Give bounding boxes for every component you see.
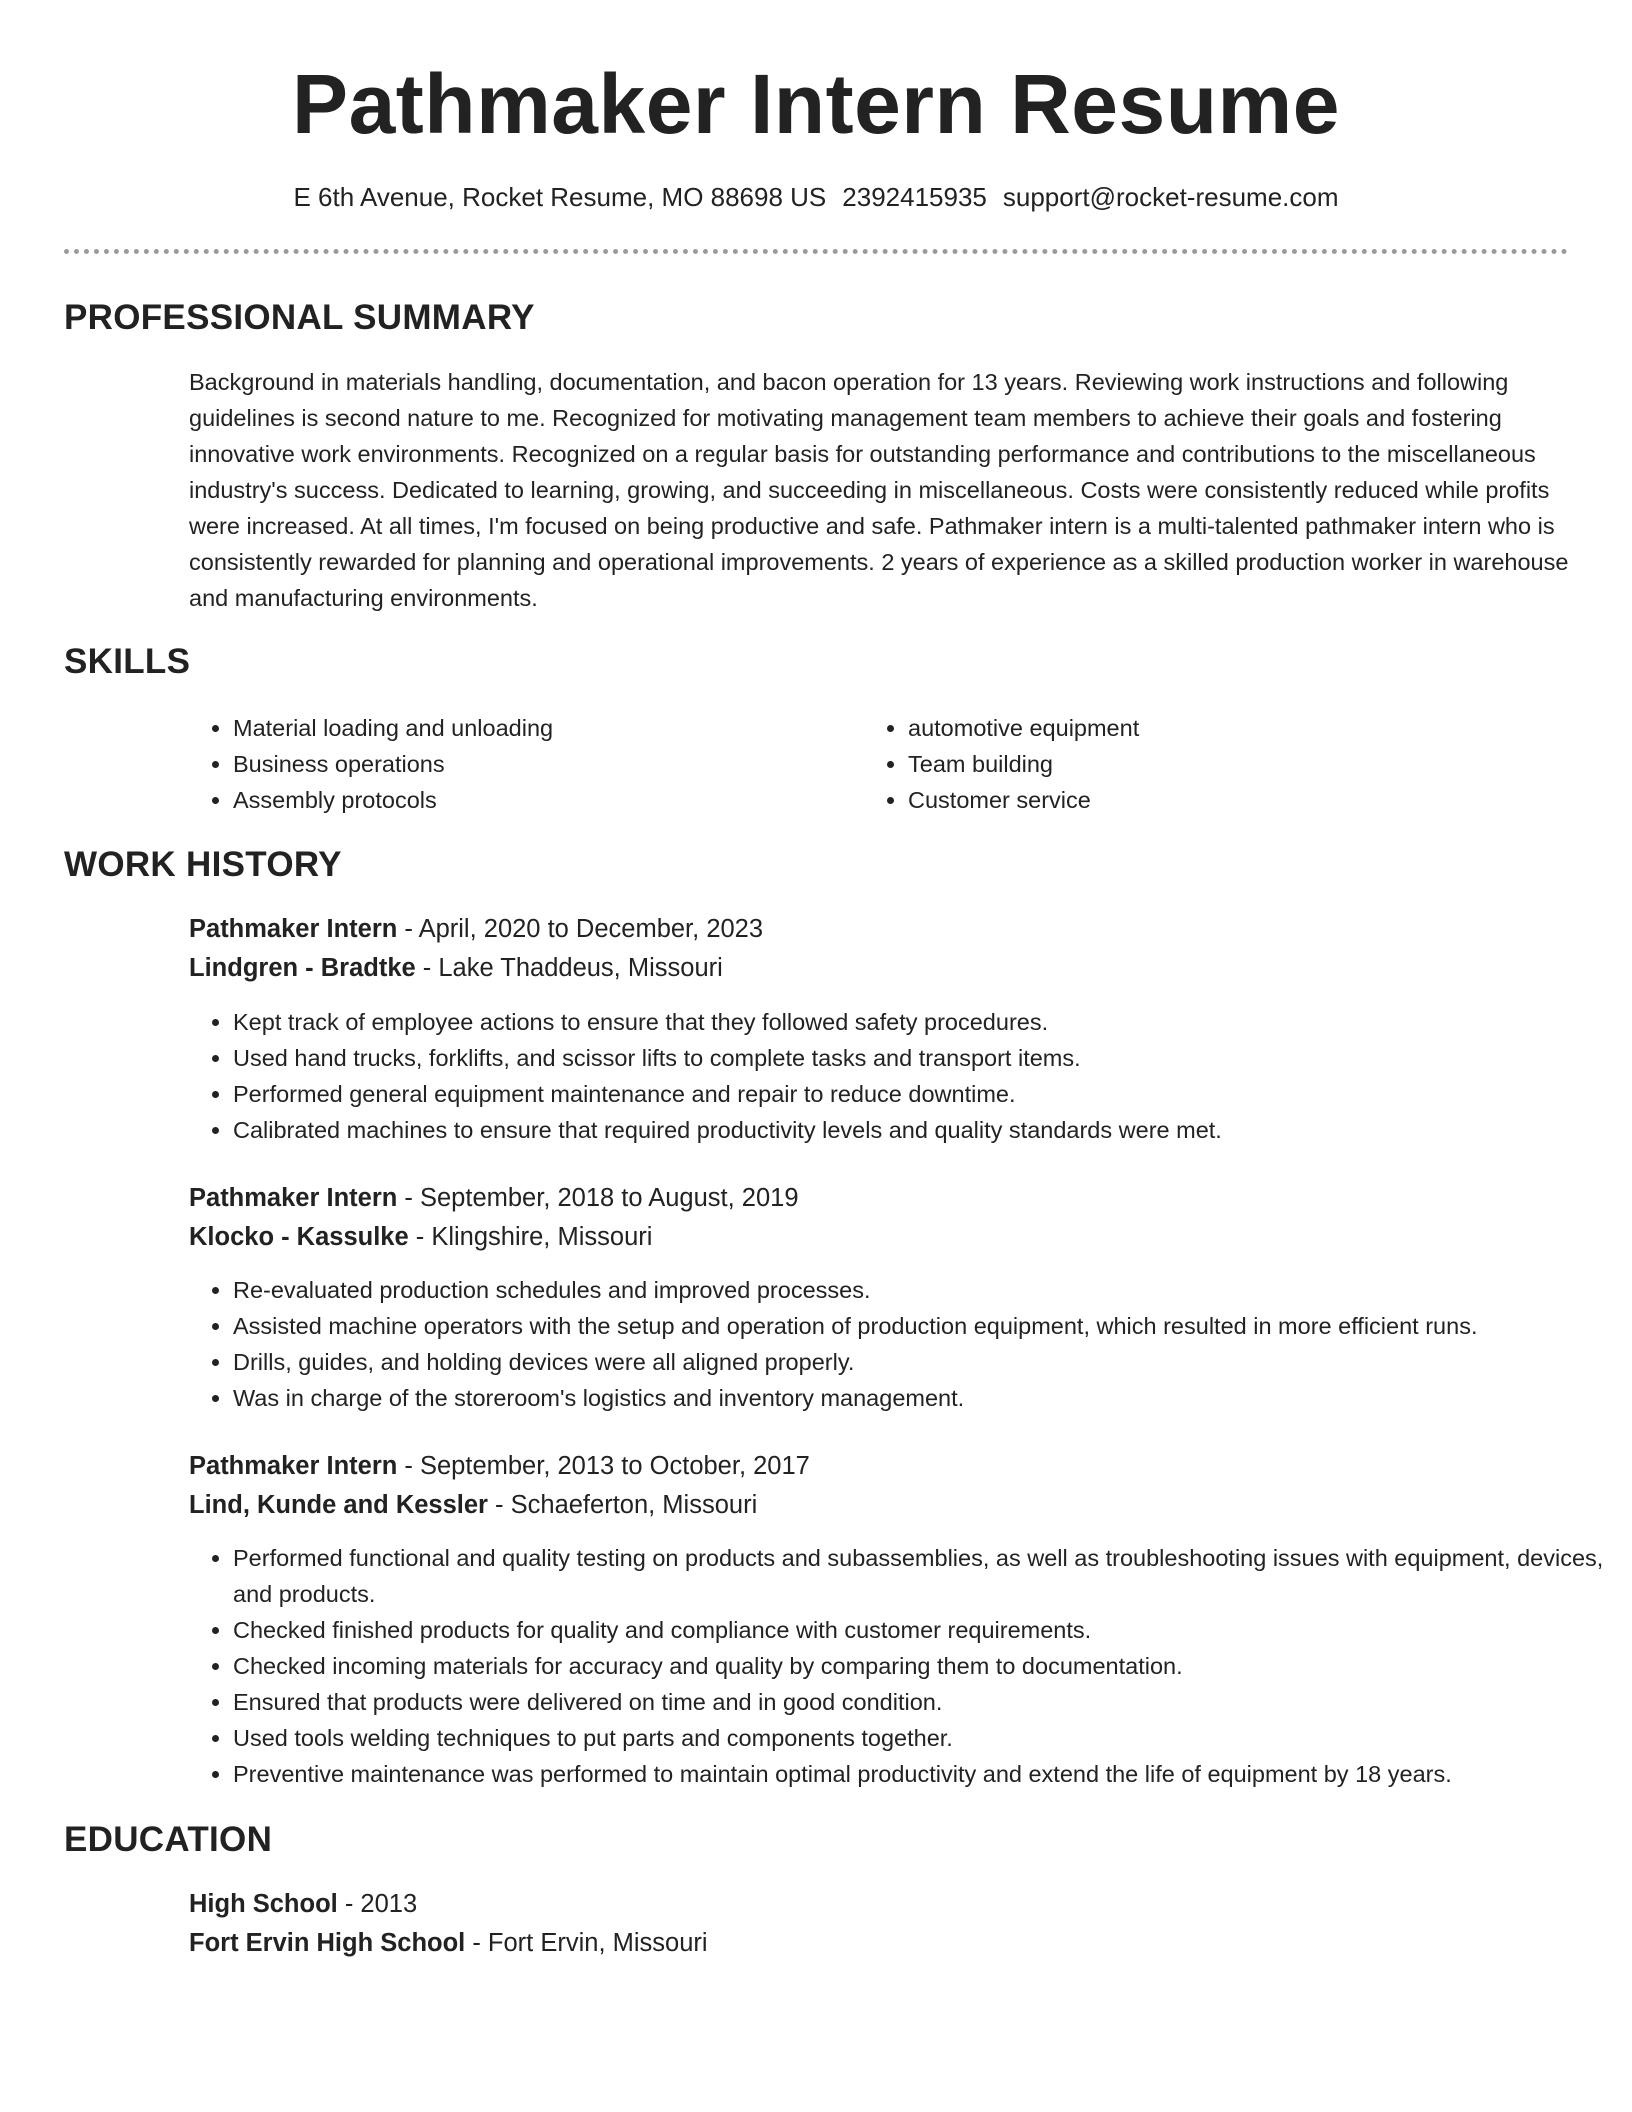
job-bullets	[189, 1272, 1613, 1416]
job-title-line	[189, 911, 763, 947]
job-bullet: • Performed functional and quality testing on products and subassemblies, as well as troubleshooting issues with equipment, devices, and products.	[233, 1540, 1613, 1612]
education-degree: High School	[189, 1890, 338, 1918]
job-bullet: • Used tools welding techniques to put parts and components together.	[233, 1720, 1613, 1756]
education-year: - 2013	[337, 1890, 418, 1918]
job-bullet: • Used hand trucks, forklifts, and scissor lifts to complete tasks and transport items.	[233, 1040, 1613, 1076]
skill-item: • Assembly protocols	[233, 782, 553, 818]
job-dates: - September, 2018 to August, 2019	[397, 1184, 799, 1212]
job-bullet: • Was in charge of the storeroom's logistics and inventory management.	[233, 1380, 1613, 1416]
education-location: - Fort Ervin, Missouri	[465, 1929, 708, 1957]
section-title-summary: PROFESSIONAL SUMMARY	[64, 298, 535, 337]
job-company-line	[189, 1487, 757, 1523]
section-title-education: EDUCATION	[64, 1820, 273, 1859]
job-title: Pathmaker Intern	[189, 915, 398, 943]
education-school: Fort Ervin High School	[189, 1929, 466, 1957]
job-title-line	[189, 1448, 810, 1484]
job-dates: - April, 2020 to December, 2023	[397, 915, 764, 943]
job-company-line	[189, 1219, 652, 1255]
job-title: Pathmaker Intern	[189, 1184, 398, 1212]
job-company: Lindgren - Bradtke	[189, 954, 416, 982]
contact-email: support@rocket-resume.com	[1002, 182, 1339, 212]
skill-item: • Customer service	[908, 782, 1139, 818]
job-bullet: • Ensured that products were delivered on time and in good condition.	[233, 1684, 1613, 1720]
job-title-line	[189, 1180, 799, 1216]
job-bullet: • Calibrated machines to ensure that required productivity levels and quality standards were met.	[233, 1112, 1613, 1148]
contact-address: E 6th Avenue, Rocket Resume, MO 88698 US	[293, 182, 827, 212]
job-bullet: • Performed general equipment maintenance and repair to reduce downtime.	[233, 1076, 1613, 1112]
job-bullet: • Preventive maintenance was performed to maintain optimal productivity and extend the life of equipment by 18 years.	[233, 1756, 1613, 1792]
summary-text: Background in materials handling, documentation, and bacon operation for 13 years. Reviewing work instructions and following guidelines is second nature to me. Recognized for motivating management team members to achieve their goals and fostering innovative work environments. Recognized on a regular basis for outstanding performance and contributions to the miscellaneous industry's success. Dedicated to learning, growing, and succeeding in miscellaneous. Costs were consistently reduced while profits were increased. At all times, I'm focused on being productive and safe. Pathmaker intern is a multi-talented pathmaker intern who is consistently rewarded for planning and operational improvements. 2 years of experience as a skilled production worker in warehouse and manufacturing environments.	[189, 369, 1569, 611]
skill-item: • Business operations	[233, 746, 553, 782]
job-location: - Lake Thaddeus, Missouri	[415, 954, 723, 982]
job-bullet: • Checked finished products for quality and compliance with customer requirements.	[233, 1612, 1613, 1648]
skill-item: • automotive equipment	[908, 710, 1139, 746]
job-company: Klocko - Kassulke	[189, 1223, 409, 1251]
header-divider	[64, 249, 1568, 254]
job-location: - Klingshire, Missouri	[408, 1223, 653, 1251]
education-degree-line	[189, 1886, 417, 1922]
skills-list-right	[864, 710, 1139, 818]
job-company-line	[189, 950, 723, 986]
education-school-line	[189, 1925, 708, 1961]
job-bullet: • Drills, guides, and holding devices were all aligned properly.	[233, 1344, 1613, 1380]
section-title-work: WORK HISTORY	[64, 845, 342, 884]
skills-list-left	[189, 710, 553, 818]
contact-phone: 2392415935	[842, 182, 987, 212]
job-bullet: • Assisted machine operators with the setup and operation of production equipment, which resulted in more efficient runs.	[233, 1308, 1613, 1344]
job-location: - Schaeferton, Missouri	[487, 1491, 758, 1519]
job-dates: - September, 2013 to October, 2017	[397, 1452, 810, 1480]
skill-item: • Team building	[908, 746, 1139, 782]
contact-line	[0, 179, 1632, 215]
job-title: Pathmaker Intern	[189, 1452, 398, 1480]
skill-item: • Material loading and unloading	[233, 710, 553, 746]
job-bullet: • Re-evaluated production schedules and improved processes.	[233, 1272, 1613, 1308]
section-title-skills: SKILLS	[64, 642, 191, 681]
job-bullet: • Kept track of employee actions to ensure that they followed safety procedures.	[233, 1004, 1613, 1040]
job-bullet: • Checked incoming materials for accuracy and quality by comparing them to documentation.	[233, 1648, 1613, 1684]
job-company: Lind, Kunde and Kessler	[189, 1491, 488, 1519]
resume-title: Pathmaker Intern Resume	[292, 57, 1340, 151]
job-bullets	[189, 1004, 1613, 1148]
job-bullets	[189, 1540, 1613, 1792]
